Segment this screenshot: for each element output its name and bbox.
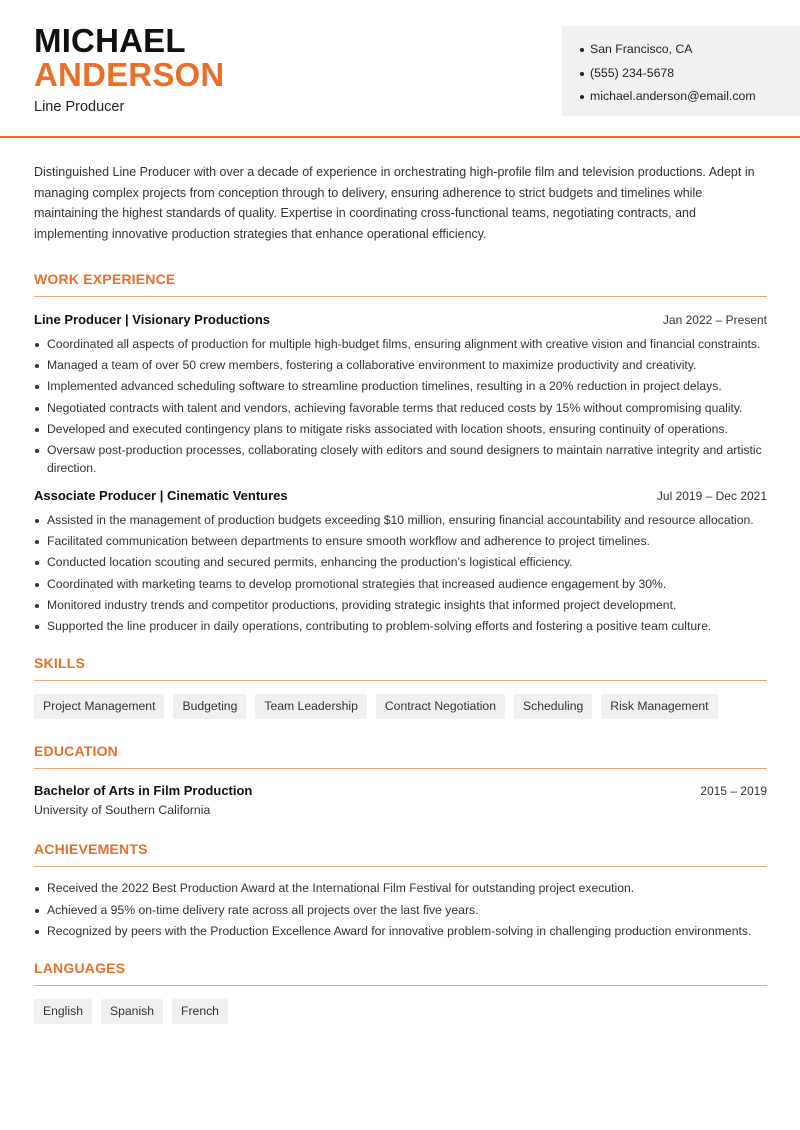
list-item: Assisted in the management of production budgets exceeding $10 million, ensuring financial accountability and resource allocation. [34, 512, 767, 529]
list-item: Monitored industry trends and competitor productions, providing strategic insights that informed project development. [34, 597, 767, 614]
skill-tag: Budgeting [173, 694, 246, 719]
resume-body [34, 162, 767, 1024]
list-item: Developed and executed contingency plans to mitigate risks associated with location shoots, ensuring continuity of operations. [34, 421, 767, 438]
skill-tag: Risk Management [601, 694, 717, 719]
list-item: Implemented advanced scheduling software to streamline production timelines, resulting in a 20% reduction in project delays. [34, 378, 767, 395]
list-item: Received the 2022 Best Production Award at the International Film Festival for outstanding project execution. [34, 880, 767, 897]
list-item: Coordinated all aspects of production for multiple high-budget films, ensuring alignment with creative vision and financial constraints. [34, 336, 767, 353]
list-item: Managed a team of over 50 crew members, fostering a collaborative environment to maximize productivity and creativity. [34, 357, 767, 374]
list-item: Achieved a 95% on-time delivery rate across all projects over the last five years. [34, 902, 767, 919]
contact-location: San Francisco, CA [580, 38, 800, 62]
skills-tags [34, 694, 767, 719]
skill-tag: Contract Negotiation [376, 694, 505, 719]
job-dates: Jul 2019 – Dec 2021 [656, 488, 767, 503]
section-heading: WORK EXPERIENCE [34, 271, 767, 297]
degree-title: Bachelor of Arts in Film Production [34, 783, 253, 799]
list-item: Conducted location scouting and secured permits, enhancing the production's logistical efficiency. [34, 554, 767, 571]
job-role: Line Producer | Visionary Productions [34, 311, 271, 327]
language-tag: Spanish [101, 999, 163, 1024]
education-dates: 2015 – 2019 [700, 784, 767, 799]
list-item: Oversaw post-production processes, collaborating closely with editors and sound designers to maintain narrative integrity and artistic direction. [34, 442, 767, 476]
skill-tag: Scheduling [514, 694, 592, 719]
job-bullets [34, 336, 767, 477]
skills-section [34, 655, 767, 719]
language-tag: French [172, 999, 228, 1024]
education-entry [34, 783, 767, 817]
languages-section [34, 960, 767, 1024]
resume-header [0, 0, 800, 138]
section-heading: ACHIEVEMENTS [34, 841, 767, 867]
contact-phone: (555) 234-5678 [580, 62, 800, 86]
achievements-section [34, 841, 767, 940]
work-experience-section [34, 271, 767, 636]
first-name: MICHAEL [34, 22, 186, 59]
school-name: University of Southern California [34, 803, 211, 818]
list-item: Negotiated contracts with talent and vendors, achieving favorable terms that reduced costs by 15% without compromising quality. [34, 400, 767, 417]
contact-email: michael.anderson@email.com [580, 85, 800, 109]
job-entry [34, 488, 767, 636]
professional-summary: Distinguished Line Producer with over a decade of experience in orchestrating high-profile film and television productions. Adept in managing complex projects from conception through to delivery, ensuring adherence to strict budgets and timelines while maintaining the highest standards of quality. Expertise in coordinating cross-functional teams, negotiating contracts, and implementing innovative production strategies that enhance operational efficiency. [34, 165, 755, 242]
job-dates: Jan 2022 – Present [662, 312, 767, 327]
list-item: Coordinated with marketing teams to develop promotional strategies that increased audience engagement by 30%. [34, 576, 767, 593]
section-heading: SKILLS [34, 655, 767, 681]
skill-tag: Team Leadership [255, 694, 367, 719]
candidate-name [34, 24, 224, 92]
job-role: Associate Producer | Cinematic Ventures [34, 487, 288, 503]
last-name: ANDERSON [34, 56, 225, 93]
list-item: Recognized by peers with the Production Excellence Award for innovative problem-solving in challenging production environments. [34, 923, 767, 940]
list-item: Supported the line producer in daily operations, contributing to problem-solving efforts and fostering a positive team culture. [34, 618, 767, 635]
achievements-list [34, 880, 767, 940]
languages-tags [34, 999, 767, 1024]
section-heading: EDUCATION [34, 743, 767, 769]
language-tag: English [34, 999, 92, 1024]
job-title: Line Producer [34, 99, 125, 115]
education-section [34, 743, 767, 817]
skill-tag: Project Management [34, 694, 164, 719]
contact-box [562, 26, 800, 116]
section-heading: LANGUAGES [34, 960, 767, 986]
list-item: Facilitated communication between departments to ensure smooth workflow and adherence to project timelines. [34, 533, 767, 550]
job-bullets [34, 512, 767, 636]
job-entry [34, 312, 767, 477]
